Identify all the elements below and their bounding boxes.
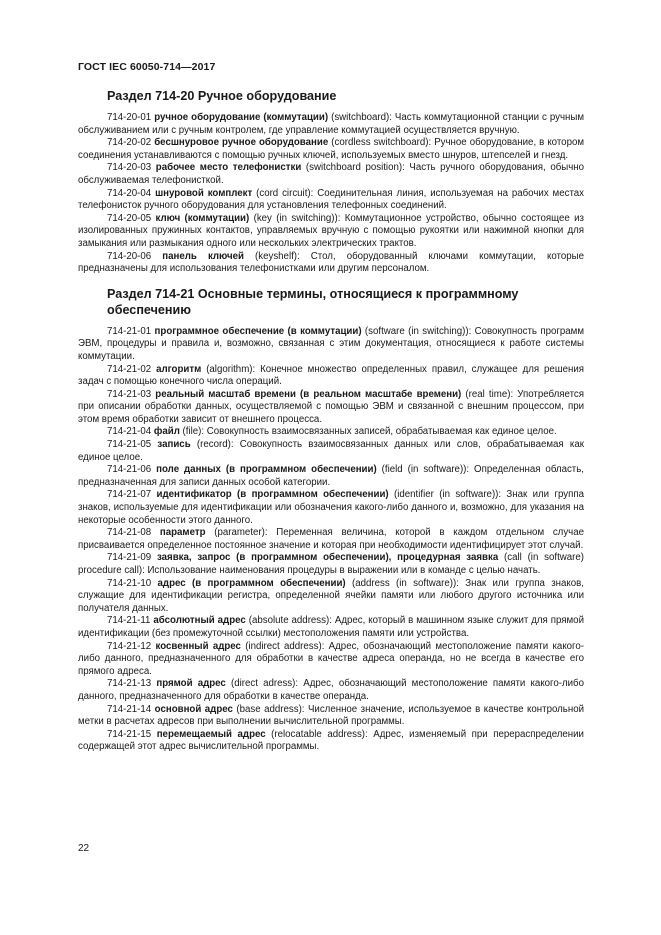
entry-714-21-04 bbox=[78, 426, 584, 439]
entry-code: 714-20-02 bbox=[107, 137, 152, 149]
entry-714-21-03 bbox=[78, 389, 584, 427]
entry-term: идентификатор (в программном обеспечении) bbox=[156, 489, 389, 501]
entry-text: (switchboard position): Часть ручного оборудования, обычно обслуживаемая телефонисткой. bbox=[78, 162, 584, 186]
entry-term: рабочее место телефонистки bbox=[155, 162, 302, 174]
entry-term: программное обеспечение (в коммутации) bbox=[154, 325, 362, 337]
entry-code: 714-20-05 bbox=[107, 212, 152, 224]
entry-code: 714-21-07 bbox=[107, 489, 152, 501]
entry-text: (software (in switching)): Совокупность программ ЭВМ, процедуры и правила и, возможно, связанная с этим документация, относящиеся к работе системы коммутации. bbox=[78, 325, 584, 362]
entry-714-21-08 bbox=[78, 527, 584, 552]
entry-text: (file): Совокупность взаимосвязанных записей, обрабатываемая как единое целое. bbox=[179, 426, 557, 438]
entry-term: запись bbox=[157, 439, 191, 451]
entry-text: (cordless switchboard): Ручное оборудование, в котором соединения устанавливаются с помощью ручных ключей, используемых вместо шнуров, штепселей и гнезд. bbox=[78, 137, 584, 161]
entry-714-20-06 bbox=[78, 251, 584, 276]
entry-714-20-02 bbox=[78, 137, 584, 162]
section-title-714-21: Раздел 714-21 Основные термины, относящиеся к программному обеспечению bbox=[107, 286, 519, 317]
entry-714-21-12 bbox=[78, 641, 584, 679]
entry-text: (key (in switching)): Коммутационное устройство, обычно состоящее из изолированных пружинных контактов, управляемых вручную с помощью рукоятки или нажимной кнопки для замыкания или размыкания одного или нескольких электрических трактов. bbox=[78, 212, 584, 249]
entry-714-20-01 bbox=[78, 112, 584, 137]
entry-term: шнуровой комплект bbox=[155, 187, 253, 199]
entry-text: (relocatable address): Адрес, изменяемый при перераспределении содержащей этот адрес вычислительной программы. bbox=[78, 728, 584, 753]
entry-714-21-05 bbox=[78, 439, 584, 464]
entry-term: файл bbox=[153, 426, 180, 438]
entry-code: 714-20-03 bbox=[107, 162, 152, 174]
entry-term: косвенный адрес bbox=[155, 640, 241, 652]
entry-code: 714-21-11 bbox=[107, 615, 151, 627]
entry-code: 714-21-09 bbox=[107, 552, 152, 564]
entry-term: перемещаемый адрес bbox=[156, 728, 266, 740]
entry-text: (direct adress): Адрес, обозначающий местоположение памяти какого-либо данного, предназначенного для обработки в качестве операнда. bbox=[78, 678, 584, 702]
entry-text: (base address): Численное значение, используемое в качестве контрольной метки в расчетах адресов при выполнении вычислительной программы. bbox=[78, 703, 584, 728]
entry-714-21-10 bbox=[78, 578, 584, 616]
entry-term: параметр bbox=[159, 527, 206, 539]
entry-text: (parameter): Переменная величина, которой в каждом отдельном случае присваивается определенное постоянное значение и которая при необходимости идентифицирует этот случай. bbox=[78, 527, 584, 551]
entry-714-21-06 bbox=[78, 464, 584, 489]
entry-714-21-07 bbox=[78, 489, 584, 527]
entry-714-21-02 bbox=[78, 364, 584, 389]
entry-code: 714-21-05 bbox=[107, 439, 152, 451]
entry-714-21-13 bbox=[78, 678, 584, 703]
entry-code: 714-21-04 bbox=[107, 426, 152, 438]
entry-714-21-01 bbox=[78, 326, 584, 364]
entry-code: 714-21-12 bbox=[107, 640, 152, 652]
entry-term: панель ключей bbox=[162, 250, 244, 262]
entry-714-21-11 bbox=[78, 615, 584, 640]
entry-code: 714-21-10 bbox=[107, 577, 152, 589]
entry-714-21-14 bbox=[78, 704, 584, 729]
entry-term: заявка, запрос (в программном обеспечении), процедурная заявка bbox=[156, 552, 499, 564]
entry-term: реальный масштаб времени (в реальном масштабе времени) bbox=[155, 388, 462, 400]
entry-text: (switchboard): Часть коммутационной станции с ручным обслуживанием или с ручным контролем, где управление коммутацией осуществляется вручную. bbox=[78, 112, 584, 136]
entry-term: прямой адрес bbox=[156, 678, 226, 690]
entry-text: (call (in software) procedure call): Использование наименования процедуры в выражении или в команде с целью начать. bbox=[78, 552, 584, 576]
entry-code: 714-21-01 bbox=[107, 325, 152, 337]
entry-714-20-03 bbox=[78, 162, 584, 187]
entry-term: абсолютный адрес bbox=[153, 615, 246, 627]
entry-code: 714-20-01 bbox=[107, 112, 152, 123]
entry-term: основной адрес bbox=[154, 703, 233, 715]
entry-term: алгоритм bbox=[156, 363, 202, 375]
entry-text: (address (in software)): Знак или группа знаков, служащие для идентификации регистра, определенной ячейки памяти или любого другого источника или получателя данных. bbox=[78, 577, 584, 614]
document-header: ГОСТ IEC 60050-714—2017 bbox=[78, 61, 216, 73]
entry-text: (identifier (in software)): Знак или группа знаков, используемые для идентификации или обозначения какого-либо данного и, возможно, для указания на некоторые особенности этого данного. bbox=[78, 489, 584, 526]
entry-code: 714-20-04 bbox=[107, 187, 152, 199]
entry-text: (absolute address): Адрес, который в машинном языке служит для прямой идентификации (без промежуточной ссылки) местоположения памяти или устройства. bbox=[78, 615, 584, 639]
entry-714-20-04 bbox=[78, 188, 584, 213]
entry-term: поле данных (в программном обеспечении) bbox=[156, 464, 377, 476]
entry-code: 714-21-14 bbox=[107, 703, 152, 715]
section-title-714-20: Раздел 714-20 Ручное оборудование bbox=[107, 89, 337, 103]
entry-term: ключ (коммутации) bbox=[155, 212, 250, 224]
entry-text: (field (in software)): Определенная область, предназначенная для записи данных особой категории. bbox=[78, 464, 584, 488]
entry-text: (cord circuit): Соединительная линия, используемая на рабочих местах телефонисток ручного оборудования для установления телефонных соединений. bbox=[78, 187, 585, 212]
entry-714-21-15 bbox=[78, 729, 584, 754]
entry-code: 714-20-06 bbox=[107, 250, 152, 262]
entry-text: (real time): Употребляется при описании обработки данных, осуществляемой с помощью ЭВМ и связанной с внешним процессом, при этом время обработки зависит от внешнего процесса. bbox=[78, 388, 584, 425]
entry-code: 714-21-13 bbox=[107, 678, 152, 690]
document-content bbox=[78, 88, 584, 754]
entry-text: (algorithm): Конечное множество определенных правил, служащее для решения задач с помощью конечного числа операций. bbox=[78, 363, 584, 388]
entry-714-21-09 bbox=[78, 552, 584, 577]
entry-code: 714-21-03 bbox=[107, 388, 152, 400]
entry-code: 714-21-06 bbox=[107, 464, 152, 476]
entry-code: 714-21-15 bbox=[107, 728, 152, 740]
entry-code: 714-21-02 bbox=[107, 363, 152, 375]
entry-term: бесшнуровое ручное оборудование bbox=[154, 137, 329, 149]
entry-code: 714-21-08 bbox=[107, 527, 152, 539]
entry-text: (record): Совокупность взаимосвязанных данных или слов, обрабатываемая как единое целое. bbox=[78, 439, 584, 463]
entry-714-20-05 bbox=[78, 213, 584, 251]
entry-term: адрес (в программном обеспечении) bbox=[157, 577, 346, 589]
entry-text: (indirect address): Адрес, обозначающий местоположение памяти какого-либо данного, предназначенного для обработки в качестве адреса операнда, но не всегда в качестве его прямого адреса. bbox=[78, 640, 584, 677]
entry-term: ручное оборудование (коммутации) bbox=[154, 112, 329, 123]
page-number: 22 bbox=[78, 843, 90, 854]
entry-text: (keyshelf): Стол, оборудованный ключами коммутации, которые предназначены для использования телефонистками или другим персоналом. bbox=[78, 250, 584, 275]
